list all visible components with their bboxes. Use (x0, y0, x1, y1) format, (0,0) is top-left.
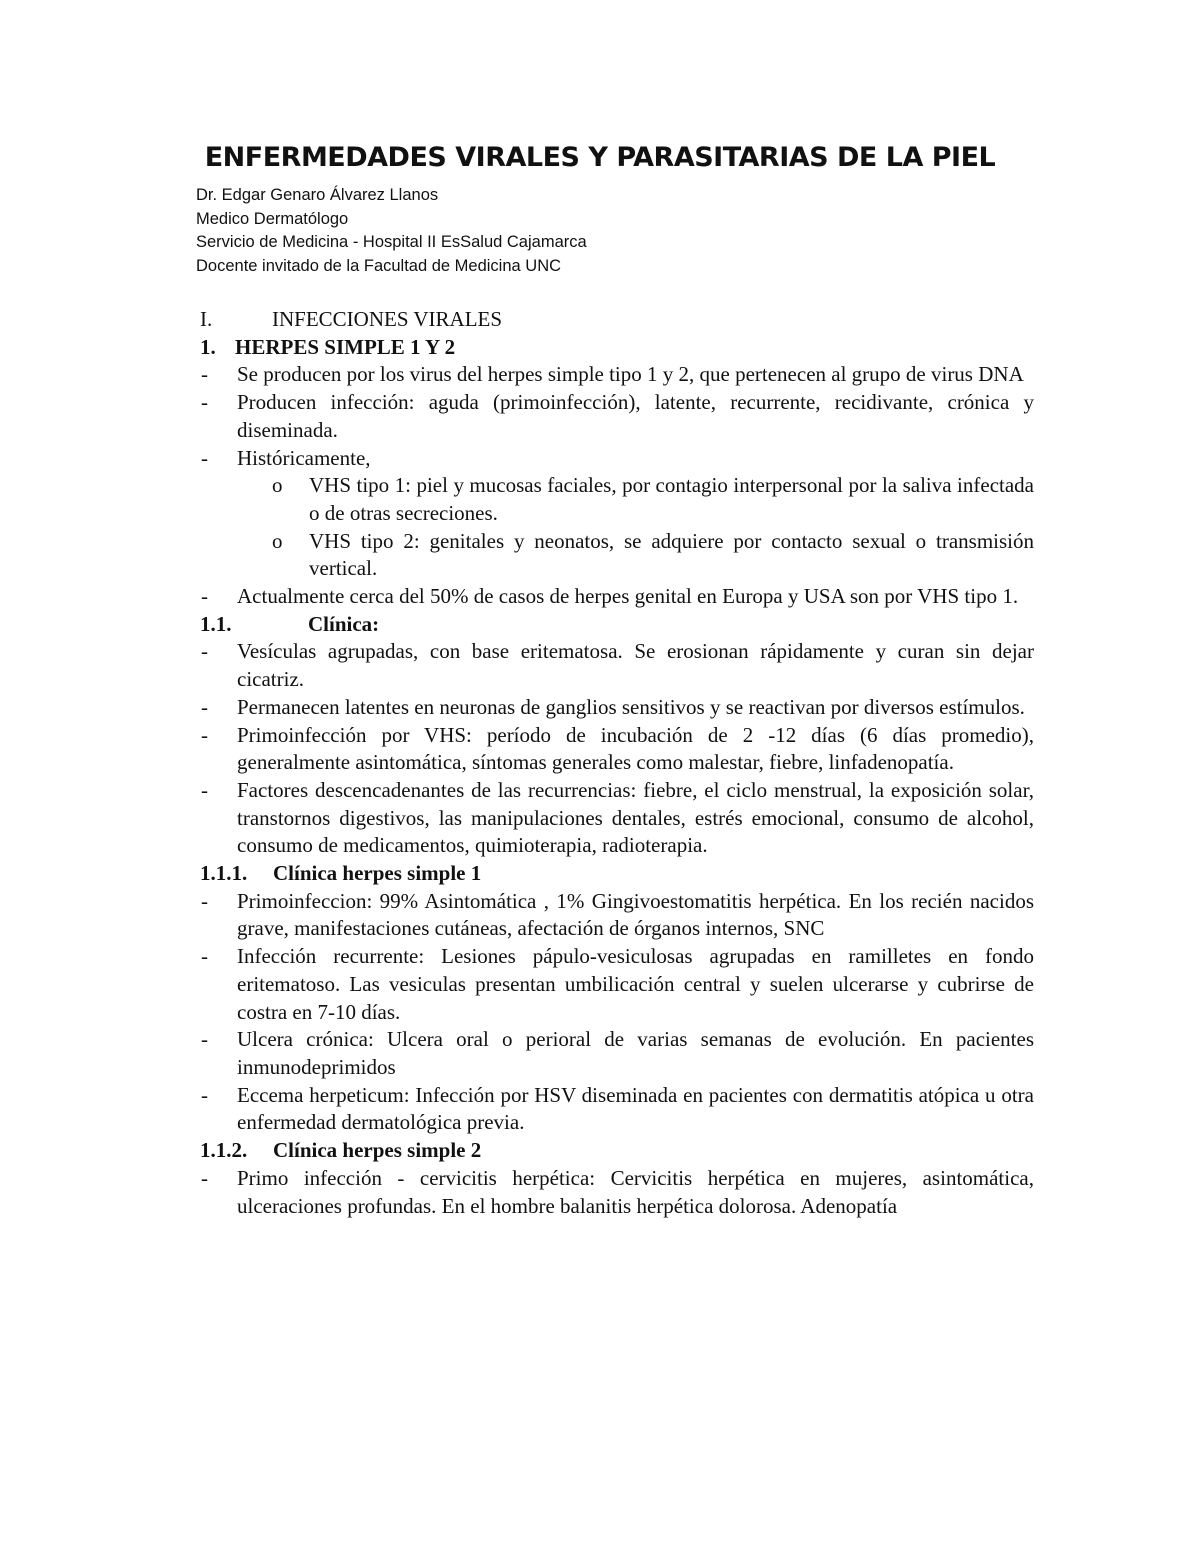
sub-list-item-text: VHS tipo 2: genitales y neonatos, se adquiere por contacto sexual o transmisión vertical. (309, 528, 1034, 581)
list-item (198, 389, 1034, 444)
list-item (198, 1165, 1034, 1220)
list-item-text: Primo infección - cervicitis herpética: Cervicitis herpética en mujeres, asintomática, ulceraciones profundas. En el hombre balanitis herpética dolorosa. Adenopatía (237, 1165, 1034, 1218)
number-marker: 1. (200, 334, 216, 359)
list-item (198, 445, 1034, 473)
list-item-text: Primoinfección por VHS: período de incubación de 2 -12 días (6 días promedio), generalmente asintomática, síntomas generales como malestar, fiebre, linfadenopatía. (237, 722, 1034, 775)
bullet-marker: o (272, 473, 283, 498)
dash-marker: - (201, 1027, 208, 1052)
herpes-heading-text: HERPES SIMPLE 1 Y 2 (235, 334, 456, 359)
dash-marker: - (201, 390, 208, 415)
list-item-text: Primoinfeccion: 99% Asintomática , 1% Gingivoestomatitis herpética. En los recién nacidos grave, manifestaciones cutáneas, afectación de órganos internos, SNC (237, 888, 1034, 941)
dash-marker: - (201, 362, 208, 387)
section-number: 1.1. (200, 611, 232, 636)
list-item (198, 1026, 1034, 1081)
author-service: Servicio de Medicina - Hospital II EsSalud Cajamarca (196, 233, 587, 251)
clinica-hs2-heading (198, 1137, 1034, 1165)
list-item (198, 722, 1034, 777)
dash-marker: - (201, 944, 208, 969)
list-item (198, 583, 1034, 611)
list-item (198, 777, 1034, 860)
section-number: 1.1.1. (200, 861, 248, 886)
author-name: Dr. Edgar Genaro Álvarez Llanos (196, 186, 439, 204)
dash-marker: - (201, 888, 208, 913)
dash-marker: - (201, 1165, 208, 1190)
clinica-heading-text: Clínica: (308, 611, 380, 636)
list-item-text: Eccema herpeticum: Infección por HSV diseminada en pacientes con dermatitis atópica u otra enfermedad dermatológica previa. (237, 1082, 1034, 1135)
list-item (198, 943, 1034, 1026)
clinica-hs1-heading-text: Clínica herpes simple 1 (273, 861, 482, 886)
list-item-text: Factores descencadenantes de las recurrencias: fiebre, el ciclo menstrual, la exposición solar, transtornos digestivos, las manipulaciones dentales, estrés emocional, consumo de alcohol, consumo de medicamentos, quimioterapia, radioterapia. (237, 777, 1034, 858)
list-item (198, 361, 1034, 389)
author-role: Medico Dermatólogo (196, 209, 349, 228)
list-item-text: Actualmente cerca del 50% de casos de herpes genital en Europa y USA son por VHS tipo 1. (237, 584, 1019, 609)
author-block (196, 184, 587, 278)
clinica-hs1-heading (198, 860, 1034, 888)
clinica-heading (198, 611, 1034, 639)
document-body (198, 306, 1034, 1220)
section-heading-text: INFECCIONES VIRALES (272, 307, 503, 331)
document-title: ENFERMEDADES VIRALES Y PARASITARIAS DE LA PIEL (204, 142, 996, 173)
bullet-marker: o (272, 528, 283, 553)
dash-marker: - (201, 694, 208, 719)
list-item-text: Ulcera crónica: Ulcera oral o perioral de varias semanas de evolución. En pacientes inmunodeprimidos (237, 1027, 1034, 1079)
dash-marker: - (201, 639, 208, 664)
dash-marker: - (201, 445, 208, 470)
list-item (198, 1082, 1034, 1137)
dash-marker: - (201, 722, 208, 747)
list-item-text: Se producen por los virus del herpes simple tipo 1 y 2, que pertenecen al grupo de virus DNA (237, 362, 1024, 387)
section-number: 1.1.2. (200, 1138, 248, 1163)
sub-list-item-text: VHS tipo 1: piel y mucosas faciales, por contagio interpersonal por la saliva infectada o de otras secreciones. (309, 473, 1034, 525)
author-faculty: Docente invitado de la Facultad de Medicina UNC (196, 256, 562, 275)
list-item-text: Permanecen latentes en neuronas de ganglios sensitivos y se reactivan por diversos estímulos. (237, 694, 1025, 719)
clinica-hs2-heading-text: Clínica herpes simple 2 (273, 1138, 482, 1163)
list-item (198, 694, 1034, 722)
sub-list-item (198, 528, 1034, 583)
list-item-text: Producen infección: aguda (primoinfección), latente, recurrente, recidivante, crónica y diseminada. (237, 390, 1034, 442)
list-item-text: Vesículas agrupadas, con base eritematosa. Se erosionan rápidamente y curan sin dejar cicatriz. (237, 639, 1034, 692)
list-item-text: Infección recurrente: Lesiones pápulo-vesiculosas agrupadas en ramilletes en fondo eritematoso. Las vesiculas presentan umbilicación central y suelen ulcerarse y cubrirse de costra en 7-10 días. (237, 944, 1034, 1024)
section-heading-viral (198, 306, 1034, 334)
roman-marker: I. (200, 307, 213, 331)
sub-list-item (198, 472, 1034, 527)
list-item-text: Históricamente, (237, 445, 371, 470)
list-item (198, 888, 1034, 943)
herpes-heading (198, 334, 1034, 362)
dash-marker: - (201, 777, 208, 802)
dash-marker: - (201, 1082, 208, 1107)
list-item (198, 638, 1034, 693)
dash-marker: - (201, 584, 208, 609)
